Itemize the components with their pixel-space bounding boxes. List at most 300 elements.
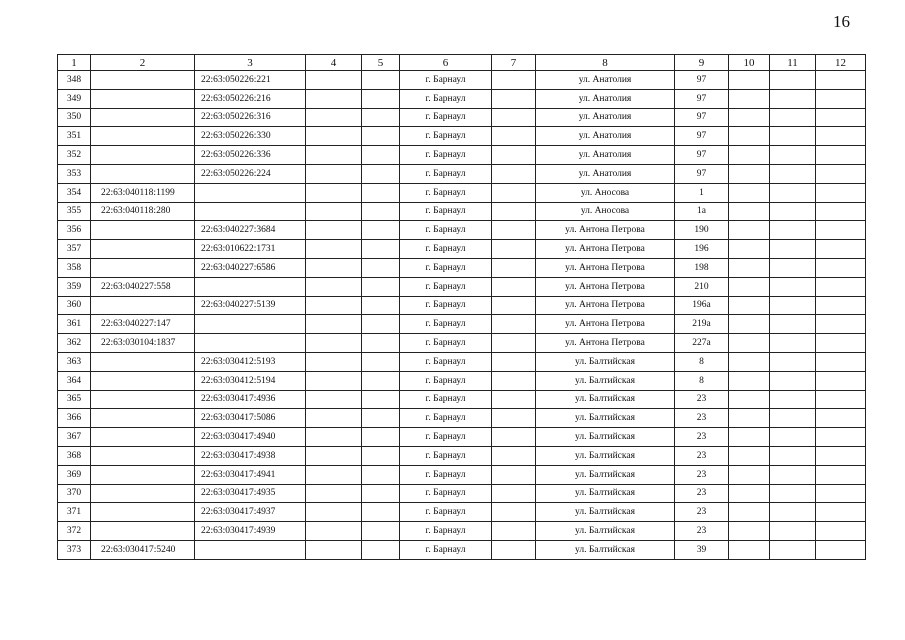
table-cell-n: 348 (58, 71, 91, 90)
table-cell-c10 (729, 390, 770, 409)
page-number: 16 (833, 12, 850, 31)
table-cell-n: 355 (58, 202, 91, 221)
table-cell-c2 (91, 146, 195, 165)
table-cell-c5 (362, 390, 400, 409)
table-row (58, 202, 866, 221)
table-cell-c11 (770, 446, 816, 465)
table-cell-c5 (362, 202, 400, 221)
table-cell-c3: 22:63:040227:3684 (195, 221, 306, 240)
table-cell-c2 (91, 446, 195, 465)
table-cell-c8: ул. Балтийская (536, 446, 675, 465)
table-cell-c11 (770, 352, 816, 371)
table-cell-c9: 23 (675, 409, 729, 428)
table-cell-c6: г. Барнаул (400, 428, 492, 447)
table-cell-n: 359 (58, 277, 91, 296)
table-cell-c9: 23 (675, 465, 729, 484)
table-cell-c7 (492, 428, 536, 447)
table-cell-c7 (492, 221, 536, 240)
table-cell-c7 (492, 371, 536, 390)
column-header: 7 (492, 55, 536, 71)
table-cell-c5 (362, 522, 400, 541)
table-cell-c4 (306, 390, 362, 409)
table-cell-c4 (306, 371, 362, 390)
table-cell-c11 (770, 240, 816, 259)
table-cell-c8: ул. Анатолия (536, 108, 675, 127)
table-cell-c6: г. Барнаул (400, 409, 492, 428)
table-cell-c4 (306, 108, 362, 127)
table-cell-c12 (816, 146, 866, 165)
table-cell-c3 (195, 540, 306, 559)
registry-table (57, 54, 866, 560)
table-row (58, 522, 866, 541)
table-cell-n: 351 (58, 127, 91, 146)
table-cell-c5 (362, 465, 400, 484)
table-row (58, 371, 866, 390)
table-cell-c8: ул. Антона Петрова (536, 221, 675, 240)
table-cell-c8: ул. Анатолия (536, 164, 675, 183)
table-cell-c12 (816, 258, 866, 277)
table-cell-c2 (91, 503, 195, 522)
table-cell-c10 (729, 202, 770, 221)
table-cell-c4 (306, 296, 362, 315)
table-cell-c12 (816, 183, 866, 202)
table-cell-c5 (362, 221, 400, 240)
table-cell-c2 (91, 390, 195, 409)
table-cell-c10 (729, 371, 770, 390)
table-cell-c3: 22:63:030412:5194 (195, 371, 306, 390)
table-cell-c4 (306, 352, 362, 371)
table-cell-c6: г. Барнаул (400, 540, 492, 559)
table-cell-c3: 22:63:010622:1731 (195, 240, 306, 259)
table-cell-c12 (816, 465, 866, 484)
table-cell-c5 (362, 371, 400, 390)
table-cell-c4 (306, 127, 362, 146)
table-cell-n: 350 (58, 108, 91, 127)
table-cell-c2 (91, 409, 195, 428)
column-header: 2 (91, 55, 195, 71)
table-cell-c12 (816, 108, 866, 127)
table-cell-c9: 1 (675, 183, 729, 202)
table-row (58, 127, 866, 146)
table-cell-c2: 22:63:040227:147 (91, 315, 195, 334)
table-cell-c2 (91, 108, 195, 127)
table-cell-c11 (770, 202, 816, 221)
column-header: 8 (536, 55, 675, 71)
table-cell-c8: ул. Аносова (536, 202, 675, 221)
table-cell-c8: ул. Антона Петрова (536, 240, 675, 259)
table-cell-c10 (729, 146, 770, 165)
table-cell-c12 (816, 371, 866, 390)
table-cell-c11 (770, 371, 816, 390)
table-cell-c9: 23 (675, 484, 729, 503)
table-cell-c3: 22:63:030417:4939 (195, 522, 306, 541)
table-cell-c8: ул. Анатолия (536, 71, 675, 90)
table-cell-n: 356 (58, 221, 91, 240)
table-cell-c8: ул. Балтийская (536, 522, 675, 541)
table-cell-c11 (770, 409, 816, 428)
table-cell-c7 (492, 334, 536, 353)
table-cell-c7 (492, 522, 536, 541)
table-cell-n: 360 (58, 296, 91, 315)
table-cell-c3: 22:63:050226:336 (195, 146, 306, 165)
table-cell-c2 (91, 484, 195, 503)
table-cell-c11 (770, 183, 816, 202)
table-cell-c9: 196 (675, 240, 729, 259)
table-cell-c9: 23 (675, 446, 729, 465)
table-row (58, 465, 866, 484)
table-row (58, 540, 866, 559)
table-cell-c3 (195, 277, 306, 296)
table-cell-c6: г. Барнаул (400, 503, 492, 522)
table-cell-c5 (362, 258, 400, 277)
table-cell-n: 354 (58, 183, 91, 202)
table-cell-c2: 22:63:030417:5240 (91, 540, 195, 559)
table-row (58, 240, 866, 259)
table-cell-c5 (362, 334, 400, 353)
column-header: 5 (362, 55, 400, 71)
table-cell-c9: 97 (675, 127, 729, 146)
table-cell-c12 (816, 296, 866, 315)
table-cell-n: 373 (58, 540, 91, 559)
table-cell-c4 (306, 221, 362, 240)
table-cell-c7 (492, 127, 536, 146)
table-cell-c8: ул. Антона Петрова (536, 258, 675, 277)
table-cell-c7 (492, 164, 536, 183)
table-cell-c4 (306, 89, 362, 108)
table-cell-c8: ул. Антона Петрова (536, 315, 675, 334)
table-cell-c6: г. Барнаул (400, 71, 492, 90)
table-cell-c4 (306, 334, 362, 353)
table-cell-c9: 1а (675, 202, 729, 221)
table-cell-c10 (729, 484, 770, 503)
table-cell-c7 (492, 108, 536, 127)
table-cell-c10 (729, 522, 770, 541)
table-cell-c11 (770, 465, 816, 484)
table-cell-c12 (816, 352, 866, 371)
table-cell-c2 (91, 258, 195, 277)
table-cell-n: 358 (58, 258, 91, 277)
table-cell-c6: г. Барнаул (400, 202, 492, 221)
table-cell-c10 (729, 258, 770, 277)
table-cell-n: 366 (58, 409, 91, 428)
table-cell-c8: ул. Антона Петрова (536, 296, 675, 315)
table-cell-c5 (362, 428, 400, 447)
table-row (58, 277, 866, 296)
table-cell-n: 365 (58, 390, 91, 409)
table-cell-c4 (306, 484, 362, 503)
table-cell-c3: 22:63:040227:6586 (195, 258, 306, 277)
table-cell-c8: ул. Балтийская (536, 484, 675, 503)
table-cell-c6: г. Барнаул (400, 296, 492, 315)
table-cell-c10 (729, 164, 770, 183)
table-cell-c8: ул. Балтийская (536, 465, 675, 484)
table-cell-n: 361 (58, 315, 91, 334)
table-cell-c9: 97 (675, 89, 729, 108)
table-cell-c12 (816, 240, 866, 259)
table-cell-c11 (770, 315, 816, 334)
table-cell-n: 349 (58, 89, 91, 108)
table-cell-c5 (362, 146, 400, 165)
table-row (58, 108, 866, 127)
table-cell-c8: ул. Антона Петрова (536, 334, 675, 353)
table-cell-c5 (362, 89, 400, 108)
table-row (58, 89, 866, 108)
table-cell-c11 (770, 108, 816, 127)
table-cell-c2 (91, 240, 195, 259)
table-cell-c10 (729, 183, 770, 202)
column-header: 6 (400, 55, 492, 71)
table-row (58, 334, 866, 353)
table-cell-c3: 22:63:030417:4937 (195, 503, 306, 522)
table-cell-n: 369 (58, 465, 91, 484)
table-cell-c10 (729, 352, 770, 371)
table-cell-c6: г. Барнаул (400, 164, 492, 183)
table-cell-c6: г. Барнаул (400, 89, 492, 108)
table-cell-c10 (729, 277, 770, 296)
table-cell-c11 (770, 146, 816, 165)
table-row (58, 503, 866, 522)
table-cell-c11 (770, 334, 816, 353)
table-cell-c4 (306, 428, 362, 447)
table-cell-c10 (729, 465, 770, 484)
table-cell-c12 (816, 71, 866, 90)
column-header: 4 (306, 55, 362, 71)
table-cell-c10 (729, 71, 770, 90)
table-header-row (58, 55, 866, 71)
table-cell-c12 (816, 164, 866, 183)
table-cell-c10 (729, 108, 770, 127)
table-cell-c4 (306, 146, 362, 165)
table-cell-c2 (91, 296, 195, 315)
table-cell-n: 368 (58, 446, 91, 465)
table-cell-c6: г. Барнаул (400, 240, 492, 259)
column-header: 3 (195, 55, 306, 71)
table-cell-c10 (729, 240, 770, 259)
table-cell-c9: 23 (675, 390, 729, 409)
column-header: 10 (729, 55, 770, 71)
table-cell-n: 370 (58, 484, 91, 503)
table-cell-c4 (306, 164, 362, 183)
table-cell-c3: 22:63:040227:5139 (195, 296, 306, 315)
table-cell-c4 (306, 71, 362, 90)
table-cell-c3: 22:63:030412:5193 (195, 352, 306, 371)
table-cell-c5 (362, 108, 400, 127)
table-cell-c3: 22:63:030417:4935 (195, 484, 306, 503)
table-cell-c12 (816, 202, 866, 221)
table-cell-c10 (729, 409, 770, 428)
table-cell-n: 352 (58, 146, 91, 165)
table-row (58, 409, 866, 428)
table-cell-c9: 227а (675, 334, 729, 353)
table-cell-c7 (492, 183, 536, 202)
table-cell-c5 (362, 540, 400, 559)
table-cell-c10 (729, 89, 770, 108)
table-cell-n: 353 (58, 164, 91, 183)
table-cell-c4 (306, 240, 362, 259)
table-row (58, 296, 866, 315)
table-cell-n: 364 (58, 371, 91, 390)
table-cell-c6: г. Барнаул (400, 127, 492, 146)
table-cell-c6: г. Барнаул (400, 277, 492, 296)
table-cell-c7 (492, 352, 536, 371)
table-cell-c5 (362, 183, 400, 202)
table-cell-c8: ул. Анатолия (536, 127, 675, 146)
table-cell-c9: 97 (675, 164, 729, 183)
table-cell-c3: 22:63:050226:330 (195, 127, 306, 146)
table-cell-c5 (362, 315, 400, 334)
table-cell-c2: 22:63:040118:280 (91, 202, 195, 221)
table-cell-c3: 22:63:050226:316 (195, 108, 306, 127)
table-row (58, 164, 866, 183)
table-cell-c10 (729, 540, 770, 559)
table-cell-c2 (91, 371, 195, 390)
table-cell-c2 (91, 71, 195, 90)
table-cell-c8: ул. Анатолия (536, 146, 675, 165)
table-cell-c11 (770, 71, 816, 90)
table-cell-c7 (492, 89, 536, 108)
table-cell-c3: 22:63:050226:224 (195, 164, 306, 183)
table-cell-n: 367 (58, 428, 91, 447)
table-cell-c3: 22:63:030417:4936 (195, 390, 306, 409)
table-cell-c5 (362, 164, 400, 183)
table-cell-c2 (91, 127, 195, 146)
table-cell-c4 (306, 503, 362, 522)
table-cell-c5 (362, 484, 400, 503)
table-cell-c10 (729, 503, 770, 522)
table-cell-c11 (770, 258, 816, 277)
table-cell-c3: 22:63:030417:5086 (195, 409, 306, 428)
table-cell-c7 (492, 240, 536, 259)
table-cell-c3 (195, 202, 306, 221)
table-cell-c12 (816, 540, 866, 559)
table-cell-c6: г. Барнаул (400, 221, 492, 240)
column-header: 1 (58, 55, 91, 71)
table-cell-c9: 23 (675, 428, 729, 447)
table-cell-c11 (770, 540, 816, 559)
table-cell-c7 (492, 409, 536, 428)
table-cell-c10 (729, 315, 770, 334)
table-cell-c6: г. Барнаул (400, 352, 492, 371)
table-cell-c8: ул. Антона Петрова (536, 277, 675, 296)
table-cell-c3 (195, 183, 306, 202)
table-cell-c5 (362, 503, 400, 522)
table-cell-c12 (816, 446, 866, 465)
table-cell-c6: г. Барнаул (400, 484, 492, 503)
table-row (58, 352, 866, 371)
table-cell-c12 (816, 503, 866, 522)
table-cell-n: 371 (58, 503, 91, 522)
table-cell-c6: г. Барнаул (400, 334, 492, 353)
table-cell-c2 (91, 221, 195, 240)
table-cell-c12 (816, 390, 866, 409)
table-row (58, 258, 866, 277)
table-cell-c9: 198 (675, 258, 729, 277)
table-cell-c8: ул. Балтийская (536, 503, 675, 522)
table-cell-c4 (306, 315, 362, 334)
table-row (58, 315, 866, 334)
table-cell-c10 (729, 296, 770, 315)
table-cell-c7 (492, 277, 536, 296)
table-cell-c11 (770, 522, 816, 541)
table-cell-c12 (816, 334, 866, 353)
table-cell-c3 (195, 334, 306, 353)
table-cell-c6: г. Барнаул (400, 446, 492, 465)
table-cell-c7 (492, 390, 536, 409)
table-cell-c12 (816, 315, 866, 334)
table-cell-c9: 23 (675, 503, 729, 522)
table-cell-c3: 22:63:050226:221 (195, 71, 306, 90)
table-cell-c11 (770, 428, 816, 447)
table-cell-n: 363 (58, 352, 91, 371)
table-cell-c6: г. Барнаул (400, 465, 492, 484)
table-cell-c4 (306, 446, 362, 465)
table-cell-c7 (492, 202, 536, 221)
table-cell-c11 (770, 484, 816, 503)
table-cell-c8: ул. Аносова (536, 183, 675, 202)
table-cell-c11 (770, 164, 816, 183)
table-cell-c7 (492, 71, 536, 90)
table-cell-c2 (91, 89, 195, 108)
table-row (58, 428, 866, 447)
table-cell-c11 (770, 89, 816, 108)
table-cell-c5 (362, 446, 400, 465)
table-cell-c3: 22:63:030417:4941 (195, 465, 306, 484)
table-cell-c7 (492, 315, 536, 334)
table-cell-c4 (306, 465, 362, 484)
table-cell-c10 (729, 446, 770, 465)
table-cell-c5 (362, 277, 400, 296)
table-cell-c12 (816, 484, 866, 503)
table-cell-c12 (816, 221, 866, 240)
table-cell-c7 (492, 146, 536, 165)
table-cell-c5 (362, 409, 400, 428)
table-cell-c11 (770, 127, 816, 146)
table-cell-c2: 22:63:040227:558 (91, 277, 195, 296)
column-header: 12 (816, 55, 866, 71)
table-cell-c11 (770, 503, 816, 522)
table-cell-c3: 22:63:050226:216 (195, 89, 306, 108)
table-cell-c8: ул. Балтийская (536, 409, 675, 428)
table-cell-c7 (492, 484, 536, 503)
table-cell-c6: г. Барнаул (400, 371, 492, 390)
table-cell-c7 (492, 465, 536, 484)
table-cell-n: 357 (58, 240, 91, 259)
table-cell-c4 (306, 277, 362, 296)
table-cell-c11 (770, 296, 816, 315)
table-cell-c2 (91, 428, 195, 447)
table-row (58, 71, 866, 90)
table-cell-c10 (729, 127, 770, 146)
table-row (58, 221, 866, 240)
table-cell-c12 (816, 428, 866, 447)
table-cell-c4 (306, 540, 362, 559)
table-cell-c9: 23 (675, 522, 729, 541)
table-row (58, 183, 866, 202)
table-cell-c9: 8 (675, 371, 729, 390)
table-cell-c8: ул. Балтийская (536, 540, 675, 559)
table-cell-c11 (770, 221, 816, 240)
table-cell-c5 (362, 240, 400, 259)
table-cell-c8: ул. Анатолия (536, 89, 675, 108)
table-cell-c5 (362, 352, 400, 371)
table-cell-c4 (306, 522, 362, 541)
table-cell-c2 (91, 352, 195, 371)
table-cell-c12 (816, 522, 866, 541)
table-cell-c7 (492, 540, 536, 559)
table-cell-c5 (362, 296, 400, 315)
table-cell-c7 (492, 446, 536, 465)
table-cell-c7 (492, 296, 536, 315)
